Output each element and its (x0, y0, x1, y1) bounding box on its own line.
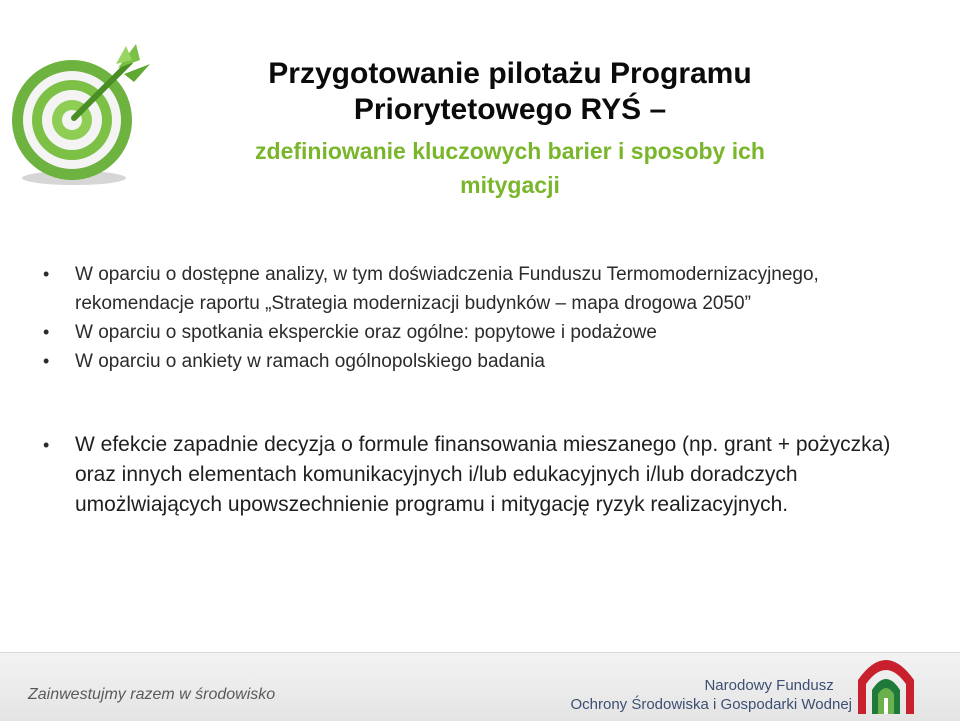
bullet-item: • W oparciu o spotkania eksperckie oraz ogólne: popytowe i podażowe (40, 318, 920, 347)
footer-slogan: Zainwestujmy razem w środowisko (28, 686, 276, 703)
fund-name-line-1: Narodowy Fundusz (704, 677, 834, 694)
title-block (160, 56, 860, 202)
target-dart-icon (6, 38, 156, 188)
page-subtitle-line-1: zdefiniowanie kluczowych barier i sposoby ich (255, 138, 765, 164)
nfosigw-tree-icon (854, 646, 918, 718)
page-title-line-1: Przygotowanie pilotażu Programu (268, 57, 752, 90)
fund-name (570, 676, 852, 714)
bullet-item: • W oparciu o ankiety w ramach ogólnopolskiego badania (40, 347, 920, 376)
page-subtitle-line-2: mitygacji (460, 172, 560, 198)
bullet-item: • W efekcie zapadnie decyzja o formule finansowania mieszanego (np. grant + pożyczka) oraz innych elementach komunikacyjnych i/lub edukacyjnych i/lub doradczych umożlwiających upowszechnienie programu i mitygację ryzyk realizacyjnych. (40, 430, 920, 520)
bullet-list (40, 260, 920, 520)
bullet-item: • W oparciu o dostępne analizy, w tym doświadczenia Funduszu Termomodernizacyjnego, rekomendacje raportu „Strategia modernizacji budynków – mapa drogowa 2050” (40, 260, 920, 318)
page-title-line-2: Priorytetowego RYŚ – (353, 93, 667, 126)
fund-name-line-2: Ochrony Środowiska i Gospodarki Wodnej (570, 696, 852, 713)
